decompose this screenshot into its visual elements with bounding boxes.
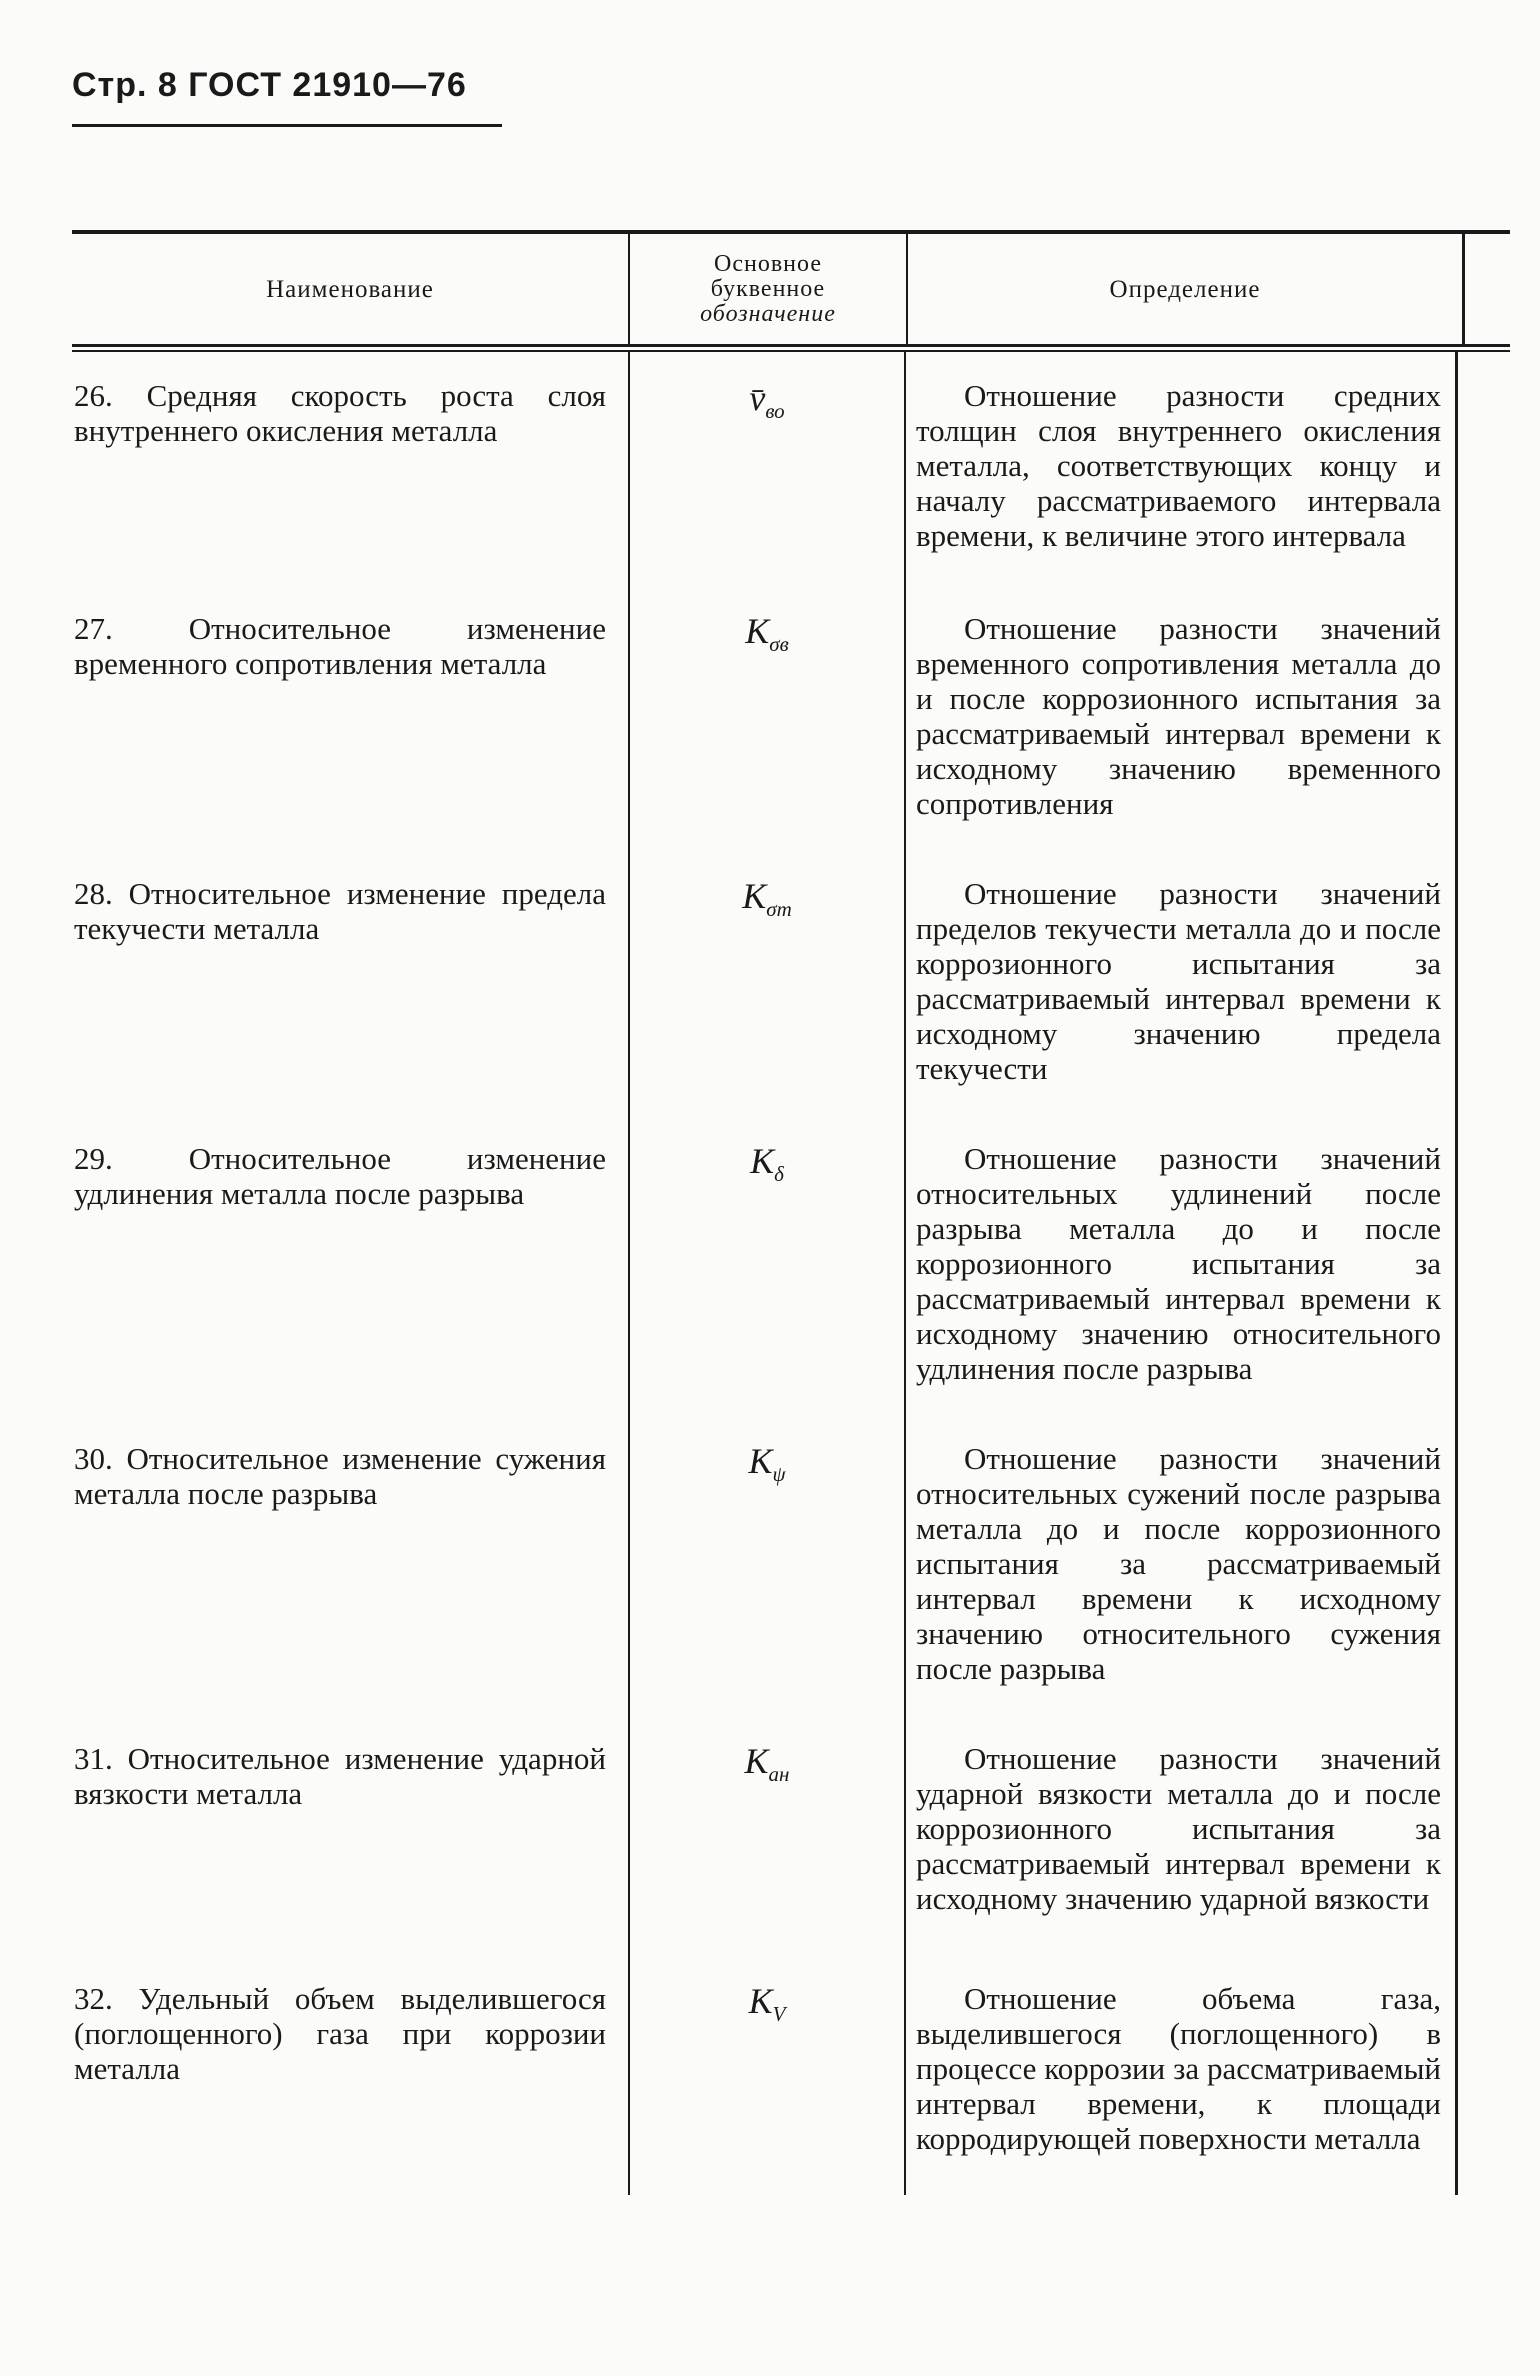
term-symbol bbox=[630, 876, 904, 1141]
page-header: Стр. 8 ГОСТ 21910—76 bbox=[72, 66, 467, 104]
term-definition: Отношение разности значений пределов текучести металла до и после коррозионного испытания за рассматриваемый интервал времени к исходному значению предела текучести bbox=[916, 876, 1441, 1086]
term-definition: Отношение разности значений относительных сужений после разрыва металла до и после коррозионного испытания за рассматриваемый интервал времени к исходному значению относительного сужения после разрыва bbox=[916, 1441, 1441, 1686]
table-header-rule bbox=[72, 344, 1510, 352]
term-symbol-subscript: aн bbox=[768, 1762, 790, 1786]
term-symbol bbox=[630, 1981, 904, 2191]
term-symbol bbox=[630, 378, 904, 611]
definition-column bbox=[904, 352, 1458, 2195]
term-symbol bbox=[630, 611, 904, 876]
column-header-name: Наименование bbox=[266, 275, 434, 303]
header-rule bbox=[72, 124, 502, 127]
term-symbol-subscript: во bbox=[765, 399, 785, 423]
term-name: 28. Относительное изменение предела текучести металла bbox=[74, 876, 606, 946]
term-name: 29. Относительное изменение удлинения металла после разрыва bbox=[74, 1141, 606, 1211]
term-symbol-base: K bbox=[748, 1981, 773, 2021]
term-symbol-base: K bbox=[745, 611, 770, 651]
term-symbol-subscript: δ bbox=[774, 1162, 784, 1186]
term-definition: Отношение разности значений относительных удлинений после разрыва металла до и после коррозионного испытания за рассматриваемый интервал времени к исходному значению относительного удлинения после разрыва bbox=[916, 1141, 1441, 1386]
term-name: 32. Удельный объем выделившегося (поглощенного) газа при коррозии металла bbox=[74, 1981, 606, 2086]
term-symbol-base: K bbox=[748, 1441, 773, 1481]
term-symbol-base: K bbox=[744, 1741, 769, 1781]
term-name: 31. Относительное изменение ударной вязкости металла bbox=[74, 1741, 606, 1811]
column-header-symbol bbox=[628, 234, 906, 344]
term-definition: Отношение разности средних толщин слоя внутреннего окисления металла, соответствующих концу и началу рассматриваемого интервала времени, к величине этого интервала bbox=[916, 378, 1441, 553]
table-body bbox=[72, 352, 1510, 2195]
name-column bbox=[72, 352, 628, 2195]
term-symbol bbox=[630, 1741, 904, 1981]
term-definition: Отношение разности значений временного сопротивления металла до и после коррозионного испытания за рассматриваемый интервал времени к исходному значению временного сопротивления bbox=[916, 611, 1441, 821]
term-symbol-subscript: ψ bbox=[772, 1462, 786, 1486]
column-header-definition: Определение bbox=[906, 234, 1465, 344]
column-header-symbol-line: обозначение bbox=[700, 300, 836, 327]
term-symbol-subscript: V bbox=[772, 2002, 786, 2026]
term-name: 26. Средняя скорость роста слоя внутреннего окисления металла bbox=[74, 378, 606, 448]
term-symbol-subscript: σв bbox=[769, 632, 789, 656]
column-header-symbol-line: Основное bbox=[714, 250, 822, 277]
terms-table bbox=[72, 230, 1510, 2195]
table-header bbox=[72, 234, 1510, 344]
term-symbol-base: K bbox=[750, 1141, 775, 1181]
term-name: 30. Относительное изменение сужения металла после разрыва bbox=[74, 1441, 606, 1511]
term-symbol-base: v̄ bbox=[749, 378, 766, 418]
term-name: 27. Относительное изменение временного сопротивления металла bbox=[74, 611, 606, 681]
term-definition: Отношение объема газа, выделившегося (поглощенного) в процессе коррозии за рассматриваемый интервал времени, к площади корродирующей поверхности металла bbox=[916, 1981, 1441, 2156]
term-definition: Отношение разности значений ударной вязкости металла до и после коррозионного испытания за рассматриваемый интервал времени к исходному значению ударной вязкости bbox=[916, 1741, 1441, 1916]
symbol-column bbox=[628, 352, 904, 2195]
term-symbol bbox=[630, 1441, 904, 1741]
term-symbol-subscript: σт bbox=[766, 897, 792, 921]
term-symbol-base: K bbox=[742, 876, 767, 916]
column-header-symbol-line: буквенное bbox=[710, 275, 826, 302]
term-symbol bbox=[630, 1141, 904, 1441]
